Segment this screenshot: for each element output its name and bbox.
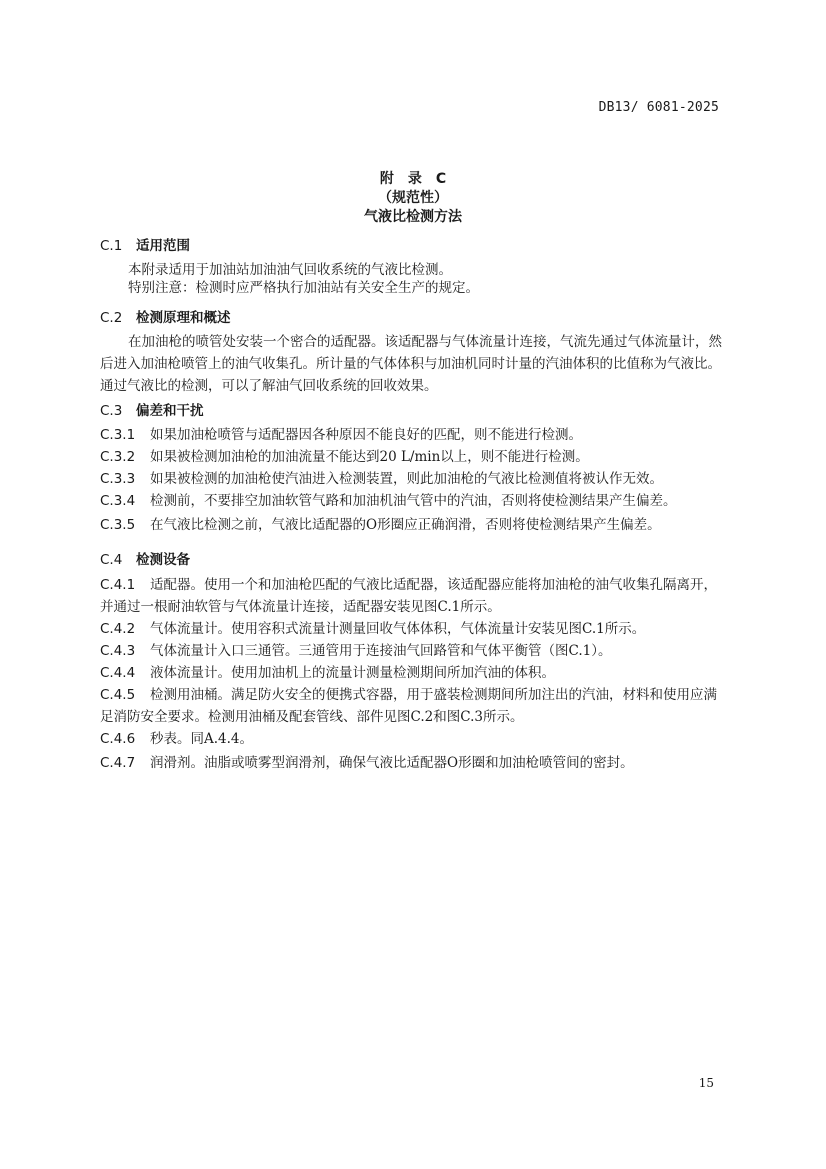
- list-item: [100, 728, 730, 750]
- section-number: C.2: [100, 310, 123, 326]
- item-text: 检测前，不要排空加油软管气路和加油机油气管中的汽油，否则将使检测结果产生偏差。: [150, 493, 677, 509]
- item-number: C.4.4: [100, 665, 136, 681]
- item-number: C.3.1: [100, 427, 136, 443]
- list-item: [100, 446, 730, 468]
- item-number: C.3.5: [100, 517, 136, 533]
- section-number: C.4: [100, 552, 123, 568]
- appendix-title: 气液比检测方法: [364, 209, 462, 225]
- item-number: C.3.4: [100, 493, 136, 509]
- list-item: [100, 752, 730, 774]
- item-text: 如果被检测的加油枪使汽油进入检测装置，则此加油枪的气液比检测值将被认作无效。: [150, 471, 663, 487]
- item-text: 如果加油枪喷管与适配器因各种原因不能良好的匹配，则不能进行检测。: [150, 427, 582, 443]
- list-item: [100, 684, 730, 728]
- appendix-label: 附 录 C: [379, 171, 447, 187]
- appendix-nature: （规范性）: [378, 190, 448, 206]
- item-number: C.4.3: [100, 643, 136, 659]
- item-number: C.4.1: [100, 577, 136, 593]
- item-number: C.4.6: [100, 731, 136, 747]
- paragraph: 在加油枪的喷管处安装一个密合的适配器。该适配器与气体流量计连接，气流先通过气体流量计，然后进入加油枪喷管上的油气收集孔。所计量的气体体积与加油机同时计量的汽油体积的比值称为气液比。通过气液比的检测，可以了解油气回收系统的回收效果。: [100, 334, 722, 394]
- section-heading-c3: [100, 399, 204, 419]
- document-code: DB13/ 6081-2025: [598, 100, 719, 115]
- item-text: 气体流量计入口三通管。三通管用于连接油气回路管和气体平衡管（图C.1）。: [150, 643, 612, 659]
- section-title: 适用范围: [136, 238, 190, 254]
- item-number: C.3.3: [100, 471, 136, 487]
- item-number: C.4.7: [100, 755, 136, 771]
- list-item: [100, 490, 730, 512]
- list-item: [100, 574, 730, 618]
- list-item: [100, 424, 730, 446]
- item-text: 润滑剂。油脂或喷雾型润滑剂，确保气液比适配器O形圈和加油枪喷管间的密封。: [150, 755, 634, 771]
- section-heading-c4: [100, 548, 190, 568]
- list-item: [100, 640, 730, 662]
- item-text: 液体流量计。使用加油机上的流量计测量检测期间所加汽油的体积。: [150, 665, 555, 681]
- list-item: [100, 514, 730, 536]
- section-title: 检测设备: [136, 552, 190, 568]
- item-text: 适配器。使用一个和加油枪匹配的气液比适配器，该适配器应能将加油枪的油气收集孔隔离开，并通过一根耐油软管与气体流量计连接，适配器安装见图C.1所示。: [100, 577, 717, 615]
- paragraph: 特别注意：检测时应严格执行加油站有关安全生产的规定。: [128, 280, 479, 296]
- section-number: C.1: [100, 238, 123, 254]
- item-text: 气体流量计。使用容积式流量计测量回收气体体积，气体流量计安装见图C.1所示。: [150, 621, 646, 637]
- paragraph: 本附录适用于加油站加油油气回收系统的气液比检测。: [128, 262, 452, 278]
- item-number: C.4.5: [100, 687, 136, 703]
- item-number: C.3.2: [100, 449, 136, 465]
- section-title: 检测原理和概述: [136, 310, 231, 326]
- section-heading-c1: [100, 234, 190, 254]
- list-item: [100, 468, 730, 490]
- list-item: [100, 662, 730, 684]
- item-text: 如果被检测加油枪的加油流量不能达到20 L/min以上，则不能进行检测。: [150, 449, 589, 465]
- item-text: 检测用油桶。满足防火安全的便携式容器，用于盛装检测期间所加注出的汽油，材料和使用应满足消防安全要求。检测用油桶及配套管线、部件见图C.2和图C.3所示。: [100, 687, 717, 725]
- page-number: 15: [698, 1076, 714, 1090]
- section-number: C.3: [100, 403, 123, 419]
- section-heading-c2: [100, 306, 231, 326]
- item-number: C.4.2: [100, 621, 136, 637]
- list-item: [100, 618, 730, 640]
- section-title: 偏差和干扰: [136, 403, 204, 419]
- item-text: 在气液比检测之前，气液比适配器的O形圈应正确润滑，否则将使检测结果产生偏差。: [150, 517, 661, 533]
- item-text: 秒表。同A.4.4。: [150, 731, 254, 747]
